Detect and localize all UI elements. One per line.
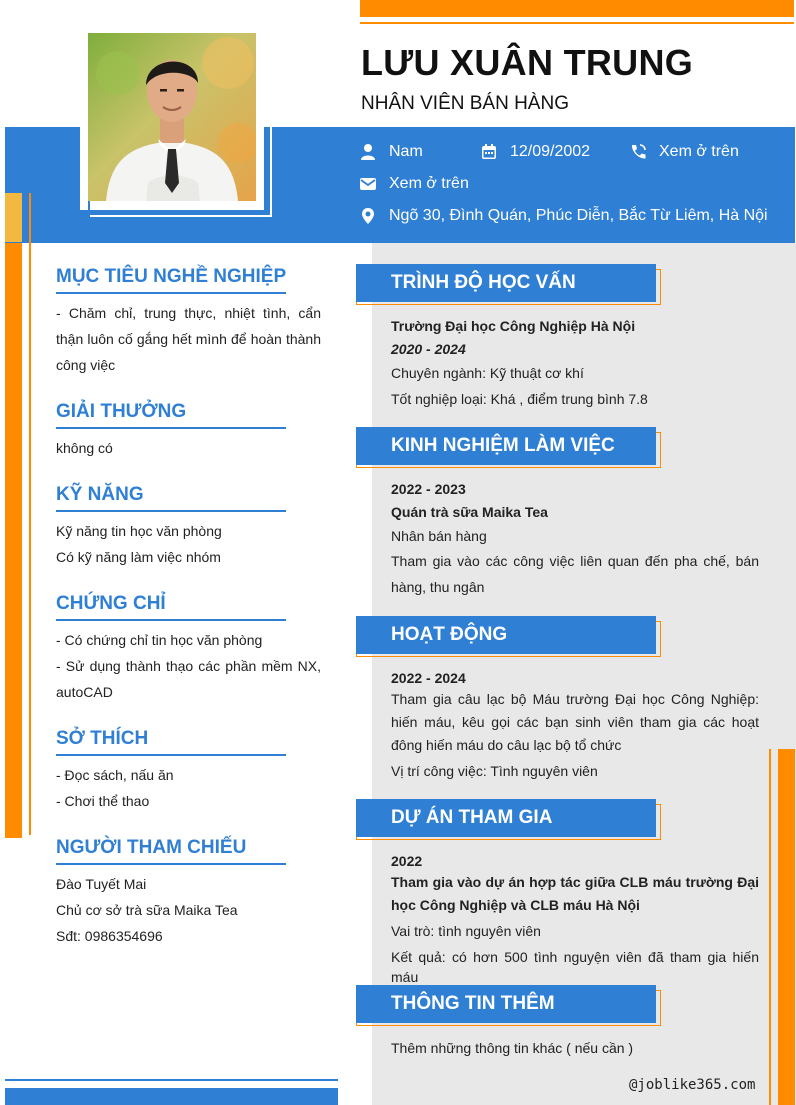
mail-icon [359, 175, 377, 193]
awards-text: không có [56, 440, 113, 456]
experience-desc: Tham gia vào các công việc liên quan đến pha chế, bán hàng, thu ngân [391, 553, 759, 595]
projects-title: DỰ ÁN THAM GIA [356, 799, 656, 837]
contact-address [359, 207, 768, 225]
certificates-rule [56, 619, 286, 621]
photo-frame-line [270, 40, 272, 217]
certificates-title: CHỨNG CHỈ [56, 593, 166, 614]
top-orange-stripe [360, 0, 794, 17]
list-item: - Chơi thể thao [56, 793, 150, 809]
list-item: Chủ cơ sở trà sữa Maika Tea [56, 902, 238, 918]
education-major: Chuyên ngành: Kỹ thuật cơ khí [391, 365, 584, 381]
list-item: - Sử dụng thành thạo các phần mềm NX, autoCAD [56, 658, 321, 700]
avatar [88, 33, 256, 201]
address-value: Ngõ 30, Đình Quán, Phúc Diễn, Bắc Từ Liêm, Hà Nội [389, 207, 768, 224]
certificates-list [56, 627, 321, 705]
calendar-icon [480, 143, 498, 161]
references-list [56, 871, 321, 949]
skills-rule [56, 510, 286, 512]
contact-phone [629, 143, 739, 161]
left-orange-line [29, 193, 31, 835]
hobbies-list [56, 762, 321, 814]
objective-text: - Chăm chỉ, trung thực, nhiệt tình, cẩn thận luôn cố gắng hết mình để hoàn thành công việc [56, 305, 321, 373]
top-orange-line [360, 22, 794, 24]
right-orange-stripe [778, 749, 795, 1105]
left-yellow-stripe [5, 193, 22, 242]
list-item: Sđt: 0986354696 [56, 928, 163, 944]
awards-title: GIẢI THƯỞNG [56, 401, 187, 422]
experience-title: KINH NGHIỆM LÀM VIỆC [356, 427, 656, 465]
contact-dob [480, 143, 590, 161]
gender-value: Nam [389, 143, 423, 160]
awards-rule [56, 427, 286, 429]
hobbies-title: SỞ THÍCH [56, 728, 149, 749]
projects-role: Vai trò: tình nguyên viên [391, 923, 541, 939]
experience-period: 2022 - 2023 [391, 481, 466, 497]
bottom-blue-bar [5, 1088, 338, 1105]
photo-frame-line [88, 215, 271, 217]
phone-value: Xem ở trên [659, 143, 739, 160]
activities-position: Vị trí công việc: Tình nguyên viên [391, 763, 598, 779]
photo-frame-line [88, 200, 90, 217]
education-school: Trường Đại học Công Nghiệp Hà Nội [391, 318, 636, 334]
list-item: - Đọc sách, nấu ăn [56, 767, 174, 783]
list-item: Có kỹ năng làm việc nhóm [56, 549, 221, 565]
email-value: Xem ở trên [389, 175, 469, 192]
right-orange-line [769, 749, 771, 1105]
activities-title: HOẠT ĐỘNG [356, 616, 656, 654]
phone-icon [629, 143, 647, 161]
education-grade: Tốt nghiệp loại: Khá , điểm trung bình 7.8 [391, 391, 648, 407]
projects-name: Tham gia vào dự án hợp tác giữa CLB máu trường Đại học Công Nghiệp và CLB máu Hà Nội [391, 874, 759, 913]
hobbies-rule [56, 754, 286, 756]
bottom-blue-line [5, 1079, 338, 1081]
projects-year: 2022 [391, 853, 423, 869]
education-period: 2020 - 2024 [391, 341, 466, 357]
watermark: @joblike365.com [629, 1077, 756, 1093]
education-title: TRÌNH ĐỘ HỌC VẤN [356, 264, 656, 302]
list-item: Đào Tuyết Mai [56, 876, 147, 892]
list-item: - Có chứng chỉ tin học văn phòng [56, 632, 263, 648]
objective-title: MỤC TIÊU NGHỀ NGHIỆP [56, 266, 287, 287]
skills-list [56, 518, 321, 570]
references-title: NGƯỜI THAM CHIẾU [56, 837, 247, 858]
objective-rule [56, 292, 286, 294]
job-title: NHÂN VIÊN BÁN HÀNG [361, 93, 569, 114]
projects-result: Kết quả: có hơn 500 tình nguyện viên đã tham gia hiến máu [391, 949, 759, 985]
person-icon [359, 143, 377, 161]
candidate-name: LƯU XUÂN TRUNG [361, 42, 694, 83]
activities-desc: Tham gia câu lạc bộ Máu trường Đại học Công Nghiệp: hiến máu, kêu gọi các bạn sinh viên tham gia các hoạt đông hiến máu do câu lạc bộ tổ chức [391, 691, 759, 753]
experience-company: Quán trà sữa Maika Tea [391, 504, 548, 520]
location-icon [359, 207, 377, 225]
dob-value: 12/09/2002 [510, 143, 591, 160]
references-rule [56, 863, 286, 865]
list-item: Kỹ năng tin học văn phòng [56, 523, 222, 539]
left-orange-stripe [5, 243, 22, 838]
contact-gender [359, 143, 423, 161]
extra-text: Thêm những thông tin khác ( nếu cần ) [391, 1040, 634, 1056]
extra-title: THÔNG TIN THÊM [356, 985, 656, 1023]
skills-title: KỸ NĂNG [56, 484, 144, 505]
experience-role: Nhân bán hàng [391, 528, 487, 544]
contact-email [359, 175, 469, 193]
activities-period: 2022 - 2024 [391, 670, 466, 686]
